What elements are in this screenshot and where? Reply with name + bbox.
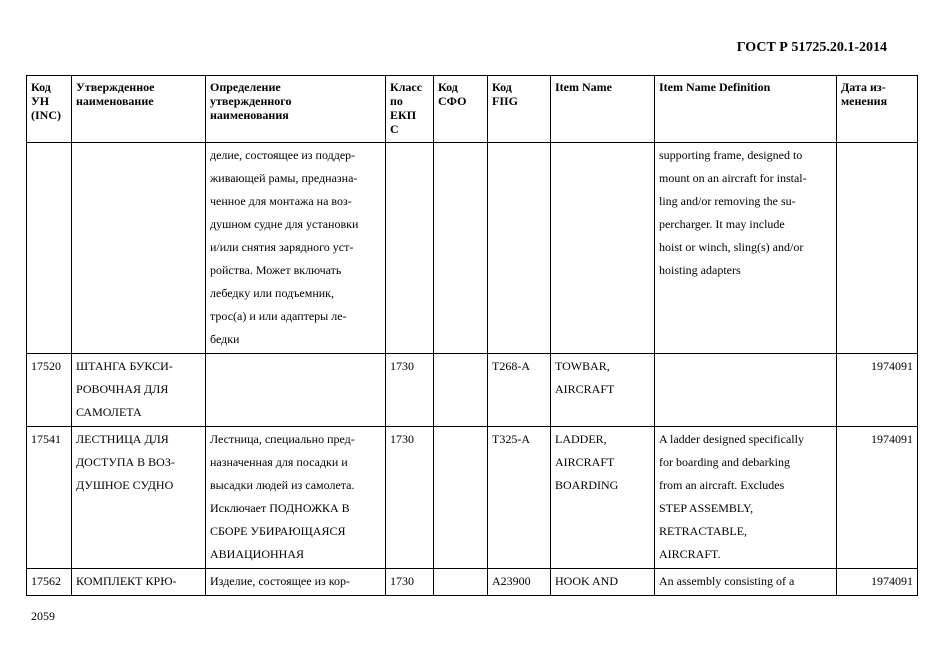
text-line: HOOK AND (555, 574, 618, 588)
table-row (27, 569, 918, 596)
text-line: бедки (210, 332, 240, 346)
header-item-name (551, 76, 655, 143)
text-line: hoisting adapters (659, 263, 741, 277)
header-sfo-code (434, 76, 488, 143)
text-line: RETRACTABLE, (659, 524, 748, 538)
text-line: утвержденного (210, 94, 292, 108)
cell-fiig-code (488, 143, 551, 354)
cell-item-definition (655, 569, 837, 596)
cell-inc (27, 143, 72, 354)
page-number: 2059 (31, 609, 55, 623)
text-line: УН (31, 94, 50, 108)
text-line: Лестница, специально пред- (210, 432, 355, 446)
text-line: ДУШНОЕ СУДНО (76, 478, 174, 492)
text-line: ДОСТУПА В ВОЗ- (76, 455, 175, 469)
cell-definition-ru (206, 427, 386, 569)
cell-name-ru (72, 427, 206, 569)
header-fiig-code (488, 76, 551, 143)
cell-definition-ru (206, 143, 386, 354)
text-line: Item Name Definition (659, 80, 771, 94)
cell-inc: 17520 (27, 354, 72, 427)
text-line: A ladder designed specifically (659, 432, 804, 446)
document-header: ГОСТ Р 51725.20.1-2014 (736, 40, 887, 55)
cell-inc: 17562 (27, 569, 72, 596)
cell-ekps-class (386, 143, 434, 354)
cell-definition-ru (206, 569, 386, 596)
text-line: делие, состоящее из поддер- (210, 148, 356, 162)
text-line: СФО (438, 94, 467, 108)
cell-item-name (551, 354, 655, 427)
cell-item-definition (655, 427, 837, 569)
text-line: BOARDING (555, 478, 619, 492)
table-row (27, 354, 918, 427)
text-line: Определение (210, 80, 281, 94)
cell-item-definition (655, 143, 837, 354)
text-line: ШТАНГА БУКСИ- (76, 359, 173, 373)
text-line: ченное для монтажа на воз- (210, 194, 352, 208)
text-line: AIRCRAFT. (659, 547, 721, 561)
cell-name-ru (72, 354, 206, 427)
text-line: живающей рамы, предназна- (210, 171, 358, 185)
text-line: STEP ASSEMBLY, (659, 501, 754, 515)
text-line: supporting frame, designed to (659, 148, 803, 162)
text-line: percharger. It may include (659, 217, 785, 231)
cell-item-name (551, 427, 655, 569)
text-line: AIRCRAFT (555, 455, 615, 469)
text-line: Код (31, 80, 51, 94)
text-line: СБОРЕ УБИРАЮЩАЯСЯ (210, 524, 346, 538)
text-line: Код (492, 80, 512, 94)
text-line: трос(а) и или адаптеры ле- (210, 309, 347, 323)
text-line: Item Name (555, 80, 612, 94)
text-line: ЕКП (390, 108, 417, 122)
text-line: КОМПЛЕКТ КРЮ- (76, 574, 177, 588)
text-line: Код (438, 80, 458, 94)
table-body (27, 143, 918, 596)
text-line: С (390, 122, 399, 136)
cell-item-definition (655, 354, 837, 427)
cell-sfo-code (434, 427, 488, 569)
table-row (27, 143, 918, 354)
text-line: ройства. Может включать (210, 263, 342, 277)
table-row (27, 427, 918, 569)
text-line: АВИАЦИОННАЯ (210, 547, 305, 561)
cell-name-ru (72, 143, 206, 354)
cell-change-date: 1974091 (837, 569, 918, 596)
cell-fiig-code: T268-A (488, 354, 551, 427)
text-line: (INC) (31, 108, 61, 122)
cell-inc: 17541 (27, 427, 72, 569)
text-line: for boarding and debarking (659, 455, 790, 469)
header-name-ru (72, 76, 206, 143)
cell-sfo-code (434, 569, 488, 596)
text-line: лебедку или подъемник, (210, 286, 335, 300)
header-ekps-class (386, 76, 434, 143)
text-line: Исключает ПОДНОЖКА В (210, 501, 350, 515)
cell-definition-ru (206, 354, 386, 427)
cell-fiig-code: A23900 (488, 569, 551, 596)
cell-item-name (551, 143, 655, 354)
text-line: назначенная для посадки и (210, 455, 348, 469)
text-line: САМОЛЕТА (76, 405, 142, 419)
text-line: Дата из- (841, 80, 886, 94)
text-line: mount on an aircraft for instal- (659, 171, 807, 185)
text-line: менения (841, 94, 888, 108)
header-inc (27, 76, 72, 143)
table-header-row (27, 76, 918, 143)
text-line: высадки людей из самолета. (210, 478, 355, 492)
text-line: Класс (390, 80, 423, 94)
cell-item-name (551, 569, 655, 596)
cell-sfo-code (434, 143, 488, 354)
text-line: TOWBAR, (555, 359, 610, 373)
cell-change-date (837, 143, 918, 354)
text-line: hoist or winch, sling(s) and/or (659, 240, 804, 254)
cell-ekps-class: 1730 (386, 427, 434, 569)
text-line: душном судне для установки (210, 217, 359, 231)
cell-ekps-class: 1730 (386, 354, 434, 427)
text-line: Утвержденное (76, 80, 155, 94)
header-item-definition (655, 76, 837, 143)
catalog-table (26, 75, 918, 596)
text-line: наименование (76, 94, 154, 108)
text-line: и/или снятия зарядного уст- (210, 240, 354, 254)
text-line: ЛЕСТНИЦА ДЛЯ (76, 432, 169, 446)
text-line: LADDER, (555, 432, 607, 446)
cell-name-ru (72, 569, 206, 596)
cell-fiig-code: T325-A (488, 427, 551, 569)
cell-change-date: 1974091 (837, 427, 918, 569)
text-line: РОВОЧНАЯ ДЛЯ (76, 382, 169, 396)
cell-sfo-code (434, 354, 488, 427)
header-definition-ru (206, 76, 386, 143)
text-line: from an aircraft. Excludes (659, 478, 785, 492)
text-line: FIIG (492, 94, 519, 108)
text-line: An assembly consisting of a (659, 574, 795, 588)
header-change-date (837, 76, 918, 143)
text-line: AIRCRAFT (555, 382, 615, 396)
text-line: по (390, 94, 403, 108)
text-line: ling and/or removing the su- (659, 194, 796, 208)
text-line: Изделие, состоящее из кор- (210, 574, 350, 588)
cell-ekps-class: 1730 (386, 569, 434, 596)
cell-change-date: 1974091 (837, 354, 918, 427)
text-line: наименования (210, 108, 289, 122)
